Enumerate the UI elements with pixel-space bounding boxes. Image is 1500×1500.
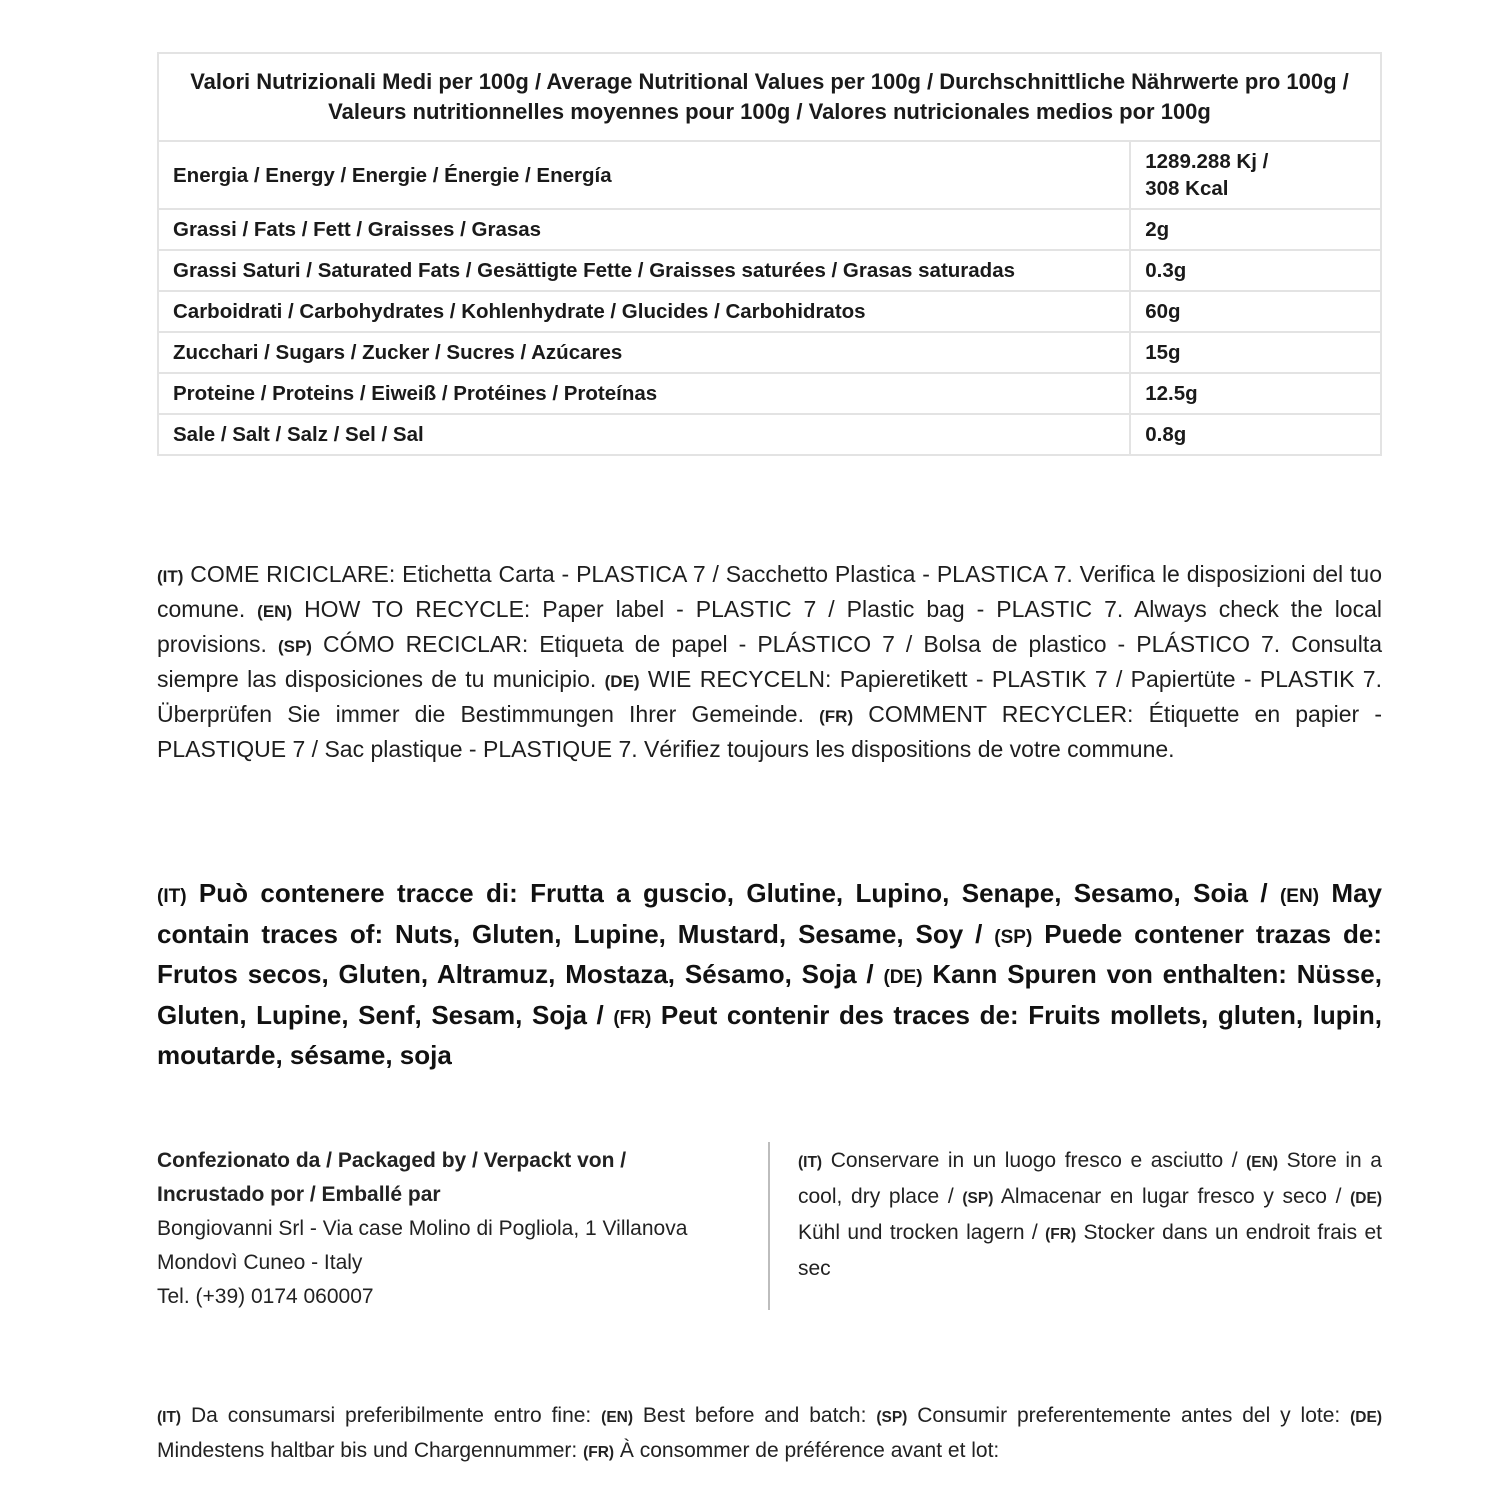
allergen-warning (157, 875, 1382, 1074)
lang-tag-it: (IT) (157, 567, 184, 586)
best-before-info (157, 1399, 1382, 1469)
table-row (158, 250, 1381, 291)
lang-tag-fr: (FR) (583, 1444, 615, 1461)
storage-text-de: Kühl und trocken lagern / (798, 1221, 1046, 1244)
nutrient-value: 12.5g (1130, 373, 1381, 414)
storage-text-fr: Stocker dans un endroit frais et sec (798, 1221, 1382, 1280)
nutrient-label: Proteine / Proteins / Eiweiß / Protéines / Proteínas (158, 373, 1130, 414)
nutrition-table (157, 52, 1382, 456)
table-row (158, 291, 1381, 332)
lang-tag-it: (IT) (798, 1154, 823, 1171)
lang-tag-sp: (SP) (876, 1409, 908, 1426)
bestbefore-text-de: Mindestens haltbar bis und Chargennummer: (157, 1439, 584, 1462)
allergen-text-sp: Puede contener trazas de: Frutos secos, Gluten, Altramuz, Mostaza, Sésamo, Soja / (157, 918, 1382, 989)
recycle-text-de: WIE RECYCELN: Papieretikett - PLASTIK 7 / Papiertüte - PLASTIK 7. Überprüfen Sie immer die Bestimmungen Ihrer Gemeinde. (157, 666, 1382, 727)
nutrient-value: 0.8g (1130, 414, 1381, 455)
recycle-text-fr: COMMENT RECYCLER: Étiquette en papier - PLASTIQUE 7 / Sac plastique - PLASTIQUE 7. Vérifiez toujours les dispositions de votre commune. (157, 701, 1382, 762)
table-row (158, 373, 1381, 414)
column-divider (768, 1142, 770, 1310)
nutrient-value: 2g (1130, 209, 1381, 250)
storage-text-it: Conservare in un luogo fresco e asciutto / (822, 1149, 1247, 1172)
packager-phone: Tel. (+39) 0174 060007 (157, 1285, 374, 1308)
allergen-text-it: Può contenere tracce di: Frutta a guscio, Glutine, Lupino, Senape, Sesamo, Soia / (186, 878, 1280, 908)
table-row (158, 332, 1381, 373)
lang-tag-de: (DE) (1350, 1409, 1382, 1426)
lang-tag-fr: (FR) (1045, 1226, 1077, 1243)
nutrient-value (1130, 141, 1381, 209)
nutrition-table-header: Valori Nutrizionali Medi per 100g / Average Nutritional Values per 100g / Durchschnittliche Nährwerte pro 100g / Valeurs nutritionnelles moyennes pour 100g / Valores nutricionales medios por 100g (158, 53, 1381, 141)
bestbefore-text-en: Best before and batch: (633, 1404, 877, 1427)
lang-tag-en: (EN) (1246, 1154, 1278, 1171)
energy-kcal-value: 308 Kcal (1145, 177, 1229, 200)
nutrient-label: Energia / Energy / Energie / Énergie / Energía (158, 141, 1130, 209)
recycling-instructions (157, 558, 1382, 766)
allergen-text-de: Kann Spuren von enthalten: Nüsse, Gluten, Lupine, Senf, Sesam, Soja / (157, 959, 1382, 1030)
nutrient-label: Carboidrati / Carbohydrates / Kohlenhydrate / Glucides / Carbohidratos (158, 291, 1130, 332)
nutrient-value: 60g (1130, 291, 1381, 332)
nutrient-label: Zucchari / Sugars / Zucker / Sucres / Azúcares (158, 332, 1130, 373)
table-row (158, 209, 1381, 250)
lang-tag-fr: (FR) (819, 707, 854, 726)
recycle-text-sp: CÓMO RECICLAR: Etiqueta de papel - PLÁSTICO 7 / Bolsa de plastico - PLÁSTICO 7. Consulta siempre las disposiciones de tu municipio. (157, 631, 1382, 692)
bestbefore-text-fr: À consommer de préférence avant et lot: (614, 1439, 1000, 1462)
storage-instructions (798, 1144, 1382, 1286)
lang-tag-it: (IT) (157, 886, 187, 907)
table-row-energy (158, 141, 1381, 209)
lang-tag-sp: (SP) (962, 1190, 994, 1207)
storage-text-en: Store in a cool, dry place / (798, 1149, 1382, 1208)
storage-text-sp: Almacenar en lugar fresco y seco / (993, 1185, 1351, 1208)
nutrient-label: Sale / Salt / Salz / Sel / Sal (158, 414, 1130, 455)
label-page (157, 52, 1382, 1462)
nutrient-label: Grassi / Fats / Fett / Graisses / Grasas (158, 209, 1130, 250)
lang-tag-sp: (SP) (277, 637, 312, 656)
recycle-text-it: COME RICICLARE: Etichetta Carta - PLASTICA 7 / Sacchetto Plastica - PLASTICA 7. Verifica le disposizioni del tuo comune. (157, 561, 1382, 622)
lang-tag-en: (EN) (257, 602, 293, 621)
lang-tag-fr: (FR) (613, 1007, 652, 1029)
lang-tag-de: (DE) (1350, 1190, 1382, 1207)
lang-tag-sp: (SP) (994, 926, 1033, 948)
lang-tag-en: (EN) (1279, 886, 1320, 907)
energy-kj-value: 1289.288 Kj / (1145, 150, 1269, 173)
table-row (158, 414, 1381, 455)
nutrient-label: Grassi Saturi / Saturated Fats / Gesättigte Fette / Graisses saturées / Grasas saturadas (158, 250, 1130, 291)
nutrient-value: 15g (1130, 332, 1381, 373)
lang-tag-it: (IT) (157, 1409, 182, 1426)
lang-tag-en: (EN) (601, 1409, 634, 1426)
packager-address: Bongiovanni Srl - Via case Molino di Pogliola, 1 Villanova Mondovì Cuneo - Italy (157, 1217, 688, 1274)
packager-info (157, 1144, 737, 1314)
lang-tag-de: (DE) (604, 672, 640, 691)
bestbefore-text-it: Da consumarsi preferibilmente entro fine: (181, 1404, 602, 1427)
recycle-text-en: HOW TO RECYCLE: Paper label - PLASTIC 7 / Plastic bag - PLASTIC 7. Always check the local provisions. (157, 596, 1382, 657)
allergen-text-fr: Peut contenir des traces de: Fruits mollets, gluten, lupin, moutarde, sésame, soja (157, 999, 1382, 1070)
bestbefore-text-sp: Consumir preferentemente antes del y lote: (907, 1404, 1351, 1427)
nutrient-value: 0.3g (1130, 250, 1381, 291)
allergen-text-en: May contain traces of: Nuts, Gluten, Lupine, Mustard, Sesame, Soy / (157, 878, 1382, 949)
packager-heading: Confezionato da / Packaged by / Verpackt von / Incrustado por / Emballé par (157, 1149, 627, 1206)
lang-tag-de: (DE) (883, 967, 923, 988)
